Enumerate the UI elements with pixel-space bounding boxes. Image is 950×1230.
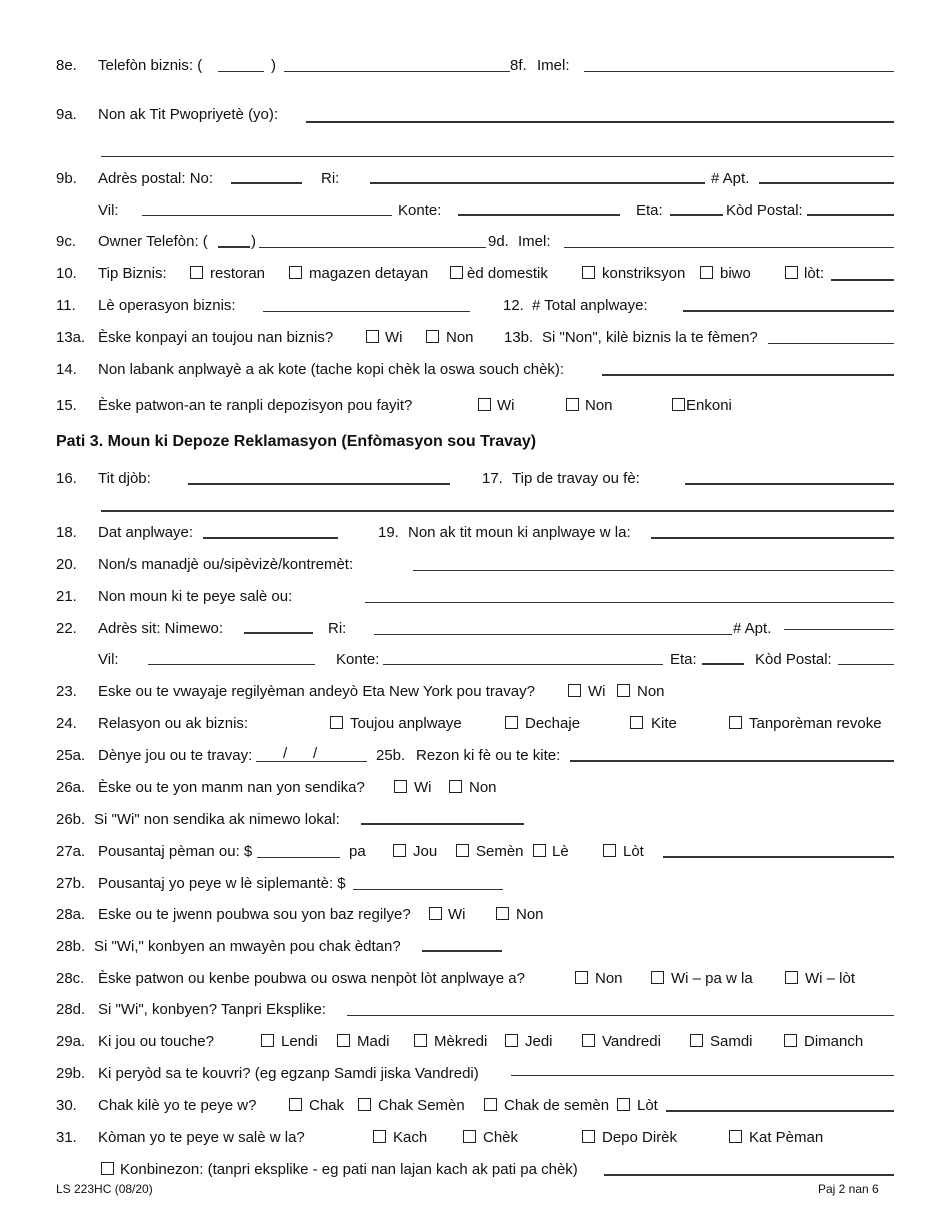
row-num: 31. [56, 1129, 77, 1146]
apt-label: # Apt. [733, 620, 772, 637]
union-member-label: Èske ou te yon manm nan yon sendika? [98, 779, 365, 796]
overtime-rate-label: Pousantaj yo peye w lè siplemantè: $ [98, 875, 346, 892]
option-label: Wi [414, 779, 432, 796]
employer-bank-field[interactable] [602, 374, 894, 376]
total-employees-label: # Total anplwaye: [532, 297, 648, 314]
owner-phone-label: Owner Telefòn: ( [98, 233, 208, 250]
apt-label: # Apt. [711, 170, 750, 187]
option-label: Semèn [476, 843, 524, 860]
paren-close: ) [251, 233, 256, 250]
hirer-name-field[interactable] [651, 537, 894, 539]
row-num: 30. [56, 1097, 77, 1114]
option-label: Vandredi [602, 1033, 661, 1050]
bankruptcy-unknown-checkbox[interactable] [672, 398, 685, 411]
mailing-address-label: Adrès postal: No: [98, 170, 214, 187]
option-label: Lendi [281, 1033, 318, 1050]
in-business-no-checkbox[interactable] [426, 330, 439, 343]
option-label: magazen detayan [309, 265, 429, 282]
still-in-business-label: Èske konpayi an toujou nan biznis? [98, 329, 334, 346]
row-num: 23. [56, 683, 77, 700]
tips-kept-yours-checkbox[interactable] [651, 971, 664, 984]
zip-field[interactable] [807, 214, 894, 216]
direct-deposit-checkbox[interactable] [582, 1130, 595, 1143]
wednesday-checkbox[interactable] [414, 1034, 427, 1047]
street-field[interactable] [370, 182, 705, 184]
cash-checkbox[interactable] [373, 1130, 386, 1143]
option-label: Chak Semèn [378, 1097, 465, 1114]
row-num: 14. [56, 361, 77, 378]
row-num: 19. [378, 524, 399, 541]
option-label: Wi [385, 329, 403, 346]
address-number-field[interactable] [231, 182, 302, 184]
pay-rate-field[interactable] [257, 857, 340, 858]
site-zip-field[interactable] [838, 664, 894, 665]
city-label: Vil: [98, 651, 119, 668]
option-label: Non [516, 906, 544, 923]
owner-email-label: Imel: [518, 233, 551, 250]
site-state-field[interactable] [702, 663, 744, 665]
option-label: konstriksyon [602, 265, 686, 282]
row-num: 11. [56, 297, 76, 314]
construction-checkbox[interactable] [582, 266, 595, 279]
tips-yes-checkbox[interactable] [429, 907, 442, 920]
other-type-checkbox[interactable] [785, 266, 798, 279]
closed-when-label: Si "Non", kilè biznis la te fèmen? [542, 329, 758, 346]
union-name-field[interactable] [361, 823, 524, 825]
in-business-yes-checkbox[interactable] [366, 330, 379, 343]
union-name-label: Si "Wi" non sendika ak nimewo lokal: [94, 811, 340, 828]
combination-checkbox[interactable] [101, 1162, 114, 1175]
payer-name-field[interactable] [365, 602, 894, 603]
option-label: Chak [309, 1097, 345, 1114]
row-num: 27b. [56, 875, 86, 892]
site-county-field[interactable] [383, 664, 663, 665]
monday-checkbox[interactable] [261, 1034, 274, 1047]
laid-off-checkbox[interactable] [729, 716, 742, 729]
site-number-field[interactable] [244, 632, 313, 634]
option-label: Chak de semèn [504, 1097, 610, 1114]
option-label: Tanporèman revoke [749, 715, 882, 732]
pay-frequency-label: Chak kilè yo te peye w? [98, 1097, 257, 1114]
state-label: Eta: [670, 651, 697, 668]
street-label: Ri: [321, 170, 340, 187]
section-title: Pati 3. Moun ki Depoze Reklamasyon (Enfòmasyon sou Travay) [56, 433, 537, 450]
option-label: Wi – lòt [805, 970, 856, 987]
option-label: Mèkredi [434, 1033, 488, 1050]
closed-when-field[interactable] [768, 343, 894, 344]
row-num: 13a. [56, 329, 86, 346]
city-field[interactable] [142, 215, 392, 216]
pay-card-checkbox[interactable] [729, 1130, 742, 1143]
tips-no-checkbox[interactable] [496, 907, 509, 920]
option-label: biwo [720, 265, 751, 282]
job-title-label: Tit djòb: [98, 470, 151, 487]
email-field[interactable] [584, 71, 894, 72]
row-num: 8f. [510, 57, 527, 74]
owner-name-field[interactable] [306, 121, 894, 123]
union-yes-checkbox[interactable] [394, 780, 407, 793]
state-label: Eta: [636, 202, 663, 219]
sunday-checkbox[interactable] [784, 1034, 797, 1047]
business-hours-field[interactable] [263, 311, 470, 312]
travel-yes-checkbox[interactable] [568, 684, 581, 697]
option-label: Lè [552, 843, 569, 860]
travel-label: Eske ou te vwayaje regilyèman andeyò Eta New York pou travay? [98, 683, 535, 700]
row-num: 16. [56, 470, 77, 487]
pay-method-label: Kòman yo te peye w salè w la? [98, 1129, 305, 1146]
owner-name-label: Non ak Tit Pwopriyetè (yo): [98, 106, 279, 123]
city-label: Vil: [98, 202, 119, 219]
business-hours-label: Lè operasyon biznis: [98, 297, 236, 314]
employment-dates-label: Dat anplwaye: [98, 524, 194, 541]
row-num: 29a. [56, 1033, 86, 1050]
pay-weekly-checkbox[interactable] [358, 1098, 371, 1111]
option-label: Jedi [525, 1033, 553, 1050]
row-num: 28b. [56, 938, 86, 955]
hirer-name-label: Non ak tit moun ki anplwaye w la: [408, 524, 631, 541]
payer-name-label: Non moun ki te peye salè ou: [98, 588, 293, 605]
site-address-label: Adrès sit: Nimewo: [98, 620, 224, 637]
row-num: 21. [56, 588, 77, 605]
row-num: 22. [56, 620, 77, 637]
row-num: 24. [56, 715, 77, 732]
row-num: 15. [56, 397, 77, 414]
business-phone-field[interactable] [284, 71, 510, 72]
row-num: 25a. [56, 747, 86, 764]
option-label: Kach [393, 1129, 428, 1146]
option-label: Chèk [483, 1129, 519, 1146]
row-num: 26b. [56, 811, 86, 828]
pay-biweekly-checkbox[interactable] [484, 1098, 497, 1111]
union-no-checkbox[interactable] [449, 780, 462, 793]
option-label: Wi [588, 683, 606, 700]
work-type-label: Tip de travay ou fè: [512, 470, 640, 487]
pay-period-field[interactable] [511, 1075, 894, 1076]
total-employees-field[interactable] [683, 310, 894, 312]
row-num: 29b. [56, 1065, 86, 1082]
option-label: Lòt [637, 1097, 658, 1114]
row-num: 27a. [56, 843, 86, 860]
option-label: Enkoni [686, 397, 732, 414]
owner-area-code-field[interactable] [218, 246, 250, 248]
saturday-checkbox[interactable] [690, 1034, 703, 1047]
option-label: Non [595, 970, 623, 987]
discharged-checkbox[interactable] [505, 716, 518, 729]
page-number: Paj 2 nan 6 [818, 1182, 879, 1196]
row-num: 10. [56, 265, 77, 282]
tips-explain-field[interactable] [347, 1015, 894, 1016]
date-slash: / [283, 745, 288, 762]
owner-name-field-2[interactable] [101, 156, 894, 157]
site-city-field[interactable] [148, 664, 315, 665]
per-label: pa [349, 843, 366, 860]
friday-checkbox[interactable] [582, 1034, 595, 1047]
option-label: Dechaje [525, 715, 581, 732]
quit-checkbox[interactable] [630, 716, 643, 729]
row-num: 25b. [376, 747, 406, 764]
option-label: Wi [448, 906, 466, 923]
leave-reason-label: Rezon ki fè ou te kite: [416, 747, 561, 764]
tuesday-checkbox[interactable] [337, 1034, 350, 1047]
zip-label: Kòd Postal: [726, 202, 803, 219]
employer-bank-label: Non labank anplwayè a ak kote (tache kopi chèk la oswa souch chèk): [98, 361, 565, 378]
tips-kept-other-checkbox[interactable] [785, 971, 798, 984]
check-checkbox[interactable] [463, 1130, 476, 1143]
combination-field[interactable] [604, 1174, 894, 1176]
thursday-checkbox[interactable] [505, 1034, 518, 1047]
last-day-label: Dènye jou ou te travay: [98, 747, 253, 764]
zip-label: Kòd Postal: [755, 651, 832, 668]
leave-reason-field[interactable] [570, 760, 894, 762]
option-label: Jou [413, 843, 438, 860]
option-label: Wi – pa w la [671, 970, 753, 987]
option-label: Dimanch [804, 1033, 864, 1050]
restaurant-checkbox[interactable] [190, 266, 203, 279]
area-code-field[interactable] [218, 71, 264, 72]
work-type-field[interactable] [685, 483, 894, 485]
county-label: Konte: [398, 202, 442, 219]
work-type-field-2[interactable] [101, 510, 894, 512]
option-label: Non [469, 779, 497, 796]
owner-phone-field[interactable] [259, 247, 486, 248]
tips-average-label: Si "Wi," konbyen an mwayèn pou chak èdtan? [94, 938, 401, 955]
option-label: Non [637, 683, 665, 700]
business-phone-label: Telefòn biznis: ( [98, 57, 203, 74]
row-num: 9a. [56, 106, 77, 123]
pay-period-label: Ki peryòd sa te kouvri? (eg egzanp Samdi jiska Vandredi) [98, 1065, 479, 1082]
row-num: 13b. [504, 329, 534, 346]
office-checkbox[interactable] [700, 266, 713, 279]
employment-dates-field[interactable] [203, 537, 338, 539]
manager-field[interactable] [413, 570, 894, 571]
option-label: restoran [210, 265, 266, 282]
row-num: 12. [503, 297, 524, 314]
site-street-field[interactable] [374, 634, 732, 635]
row-num: 9c. [56, 233, 77, 250]
county-label: Konte: [336, 651, 380, 668]
apt-field[interactable] [759, 182, 894, 184]
per-week-checkbox[interactable] [456, 844, 469, 857]
tips-kept-label: Èske patwon ou kenbe poubwa ou oswa nenpòt lòt anplwaye a? [98, 970, 525, 987]
tips-explain-label: Si "Wi", konbyen? Tanpri Eksplike: [98, 1001, 326, 1018]
row-num: 20. [56, 556, 77, 573]
form-id: LS 223HC (08/20) [56, 1182, 153, 1196]
bankruptcy-label: Èske patwon-an te ranpli depozisyon pou fayit? [98, 397, 413, 414]
option-label: Toujou anplwaye [350, 715, 462, 732]
row-num: 28a. [56, 906, 86, 923]
pay-other-checkbox[interactable] [617, 1098, 630, 1111]
row-num: 28d. [56, 1001, 86, 1018]
option-label: Madi [357, 1033, 390, 1050]
business-type-label: Tip Biznis: [98, 265, 167, 282]
owner-email-field[interactable] [564, 247, 894, 248]
option-label: Lòt [623, 843, 644, 860]
option-label: Kat Pèman [749, 1129, 824, 1146]
option-label: Non [446, 329, 474, 346]
date-slash: / [313, 745, 318, 762]
state-field[interactable] [670, 214, 723, 216]
travel-no-checkbox[interactable] [617, 684, 630, 697]
option-label: èd domestik [467, 265, 548, 282]
pay-frequency-other-field[interactable] [666, 1110, 894, 1112]
option-label: Wi [497, 397, 515, 414]
relationship-label: Relasyon ou ak biznis: [98, 715, 249, 732]
site-apt-field[interactable] [784, 629, 894, 630]
row-num: 9b. [56, 170, 77, 187]
other-type-field[interactable] [831, 279, 894, 281]
retail-store-checkbox[interactable] [289, 266, 302, 279]
row-num: 8e. [56, 57, 77, 74]
pay-day-label: Ki jou ou touche? [98, 1033, 214, 1050]
combination-label: Konbinezon: (tanpri eksplike - eg pati nan lajan kach ak pati pa chèk) [120, 1161, 578, 1178]
row-num: 9d. [488, 233, 509, 250]
option-label: Samdi [710, 1033, 753, 1050]
row-num: 17. [482, 470, 503, 487]
pay-other-field[interactable] [663, 856, 894, 858]
county-field[interactable] [458, 214, 620, 216]
tips-label: Eske ou te jwenn poubwa sou yon baz regilye? [98, 906, 411, 923]
bankruptcy-yes-checkbox[interactable] [478, 398, 491, 411]
option-label: Kite [651, 715, 677, 732]
tips-kept-no-checkbox[interactable] [575, 971, 588, 984]
last-day-field[interactable] [256, 761, 367, 762]
per-day-checkbox[interactable] [393, 844, 406, 857]
bankruptcy-no-checkbox[interactable] [566, 398, 579, 411]
option-label: Depo Dirèk [602, 1129, 678, 1146]
row-num: 28c. [56, 970, 85, 987]
option-label: Non [585, 397, 613, 414]
paren-close: ) [271, 57, 276, 74]
row-num: 26a. [56, 779, 86, 796]
overtime-rate-field[interactable] [353, 889, 503, 890]
street-label: Ri: [328, 620, 347, 637]
option-label: lòt: [804, 265, 825, 282]
tips-average-field[interactable] [422, 950, 502, 952]
per-hour-checkbox[interactable] [533, 844, 546, 857]
manager-label: Non/s manadjè ou/sipèvizè/kontremèt: [98, 556, 354, 573]
per-other-checkbox[interactable] [603, 844, 616, 857]
domestic-help-checkbox[interactable] [450, 266, 463, 279]
job-title-field[interactable] [188, 483, 450, 485]
pay-each-checkbox[interactable] [289, 1098, 302, 1111]
still-employed-checkbox[interactable] [330, 716, 343, 729]
pay-rate-label: Pousantaj pèman ou: $ [98, 843, 253, 860]
email-label: Imel: [537, 57, 570, 74]
row-num: 18. [56, 524, 77, 541]
